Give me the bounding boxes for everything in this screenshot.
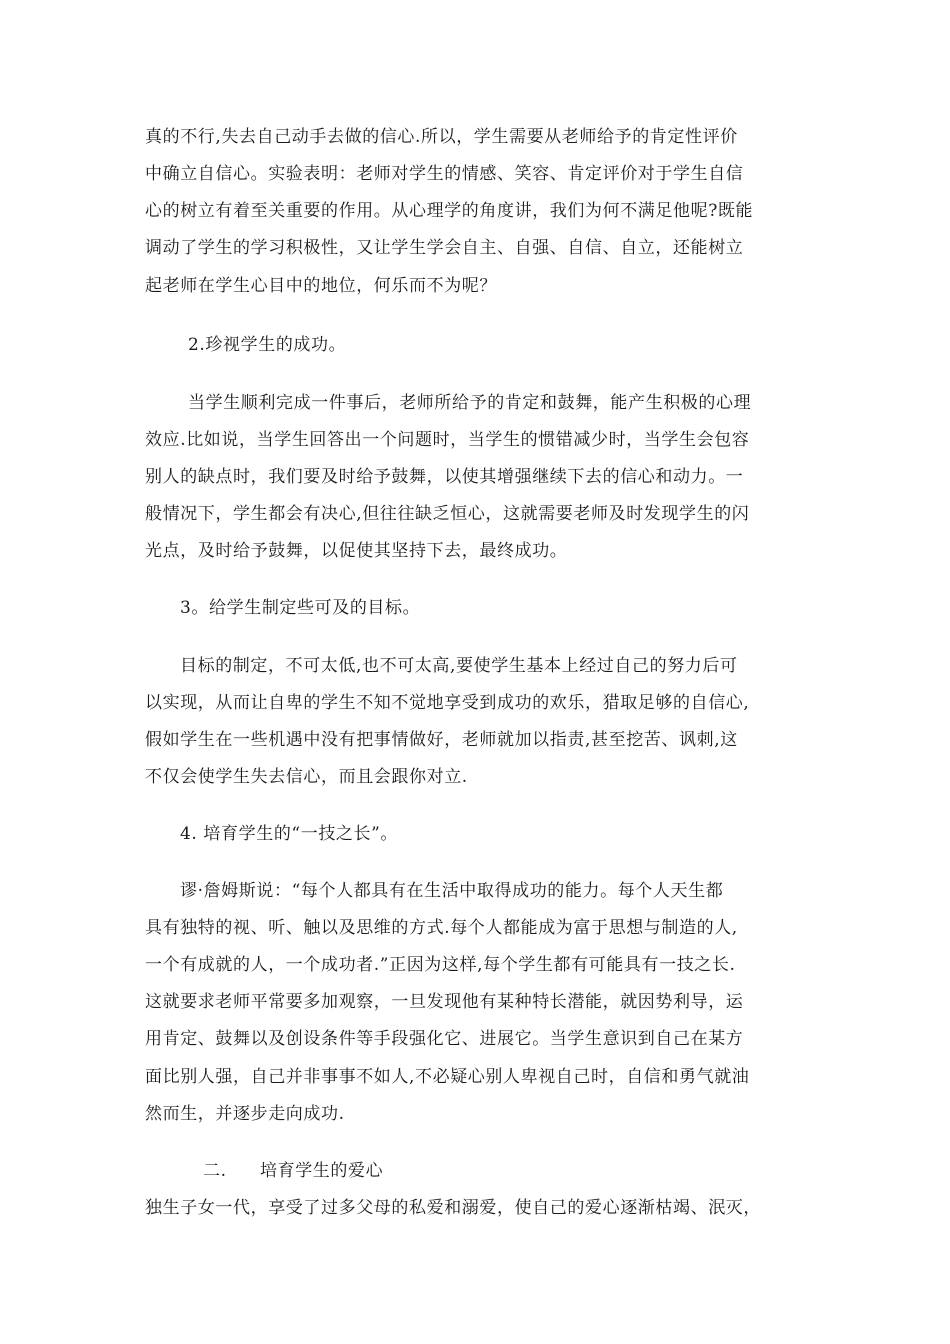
paragraph-2-line-2: 效应.比如说，当学生回答出一个问题时，当学生的惯错减少时，当学生会包容 [145,430,750,450]
section-2-number: 二. [203,1161,227,1181]
paragraph-1-line-4: 调动了学生的学习积极性，又让学生学会自主、自强、自信、自立，还能树立 [145,238,744,258]
paragraph-4-line-6: 面比别人强，自己并非事事不如人,不必疑心别人卑视自己时，自信和勇气就油 [145,1067,750,1087]
paragraph-1-line-3: 心的树立有着至关重要的作用。从心理学的角度讲，我们为何不满足他呢?既能 [145,201,754,221]
paragraph-1-line-1: 真的不行,失去自己动手去做的信心.所以，学生需要从老师给予的肯定性评价 [145,127,738,147]
paragraph-4-line-4: 这就要求老师平常要多加观察，一旦发现他有某种特长潜能，就因势利导，运 [145,992,744,1012]
paragraph-2-line-4: 般情况下，学生都会有决心,但往往缺乏恒心，这就需要老师及时发现学生的闪 [145,504,750,524]
subheading-4: 4. 培育学生的“一技之长”。 [180,824,399,844]
paragraph-3-line-3: 假如学生在一些机遇中没有把事情做好，老师就加以指责,甚至挖苦、讽刺,这 [145,730,738,750]
paragraph-4-line-2: 具有独特的视、听、触以及思维的方式.每个人都能成为富于思想与制造的人, [145,918,738,938]
paragraph-1-line-5: 起老师在学生心目中的地位，何乐而不为呢？ [145,276,497,296]
paragraph-3-line-1: 目标的制定，不可太低,也不可太高,要使学生基本上经过自己的努力后可 [180,656,738,676]
paragraph-2-line-5: 光点，及时给予鼓舞，以促使其坚持下去，最终成功。 [145,541,568,561]
section-2-title: 培育学生的爱心 [260,1161,384,1181]
paragraph-5-line-1: 独生子女一代，享受了过多父母的私爱和溺爱，使自己的爱心逐渐枯竭、泯灭， [145,1198,761,1218]
paragraph-2-line-1: 当学生顺利完成一件事后，老师所给予的肯定和鼓舞，能产生积极的心理 [188,393,752,413]
paragraph-4-line-5: 用肯定、鼓舞以及创设条件等手段强化它、进展它。当学生意识到自己在某方 [145,1029,744,1049]
paragraph-2-line-3: 别人的缺点时，我们要及时给予鼓舞，以使其增强继续下去的信心和动力。一 [145,467,744,487]
paragraph-3-line-2: 以实现，从而让自卑的学生不知不觉地享受到成功的欢乐，猎取足够的自信心, [145,693,750,713]
paragraph-4-line-1: 谬·詹姆斯说：“每个人都具有在生活中取得成功的能力。每个人天生都 [180,881,724,901]
paragraph-4-line-7: 然而生，并逐步走向成功. [145,1104,345,1124]
paragraph-4-line-3: 一个有成就的人，一个成功者.”正因为这样,每个学生都有可能具有一技之长. [145,955,736,975]
paragraph-3-line-4: 不仅会使学生失去信心，而且会跟你对立. [145,767,468,787]
subheading-3: 3。给学生制定些可及的目标。 [180,598,421,618]
subheading-2: 2.珍视学生的成功。 [188,335,347,355]
paragraph-1-line-2: 中确立自信心。实验表明：老师对学生的情感、笑容、肯定评价对于学生自信 [145,164,744,184]
